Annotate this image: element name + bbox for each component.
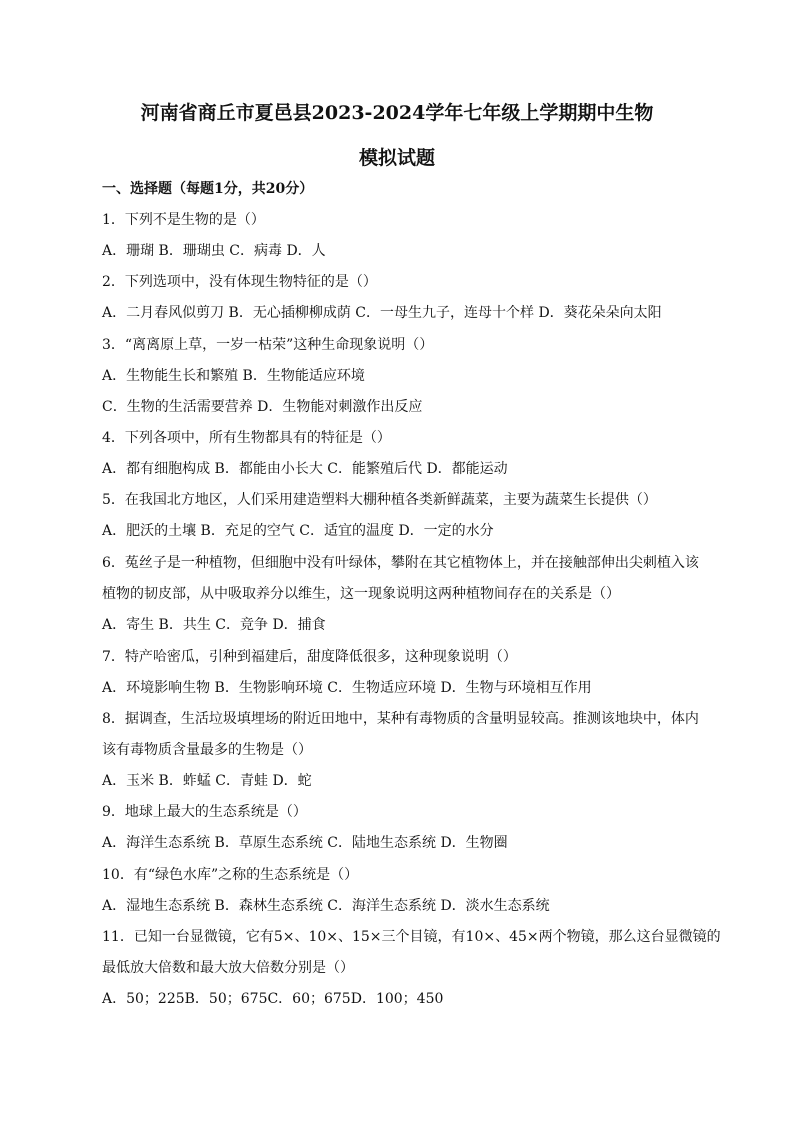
- question-3: 3．“离离原上草，一岁一枯荣”这种生命现象说明（）: [102, 337, 434, 353]
- question-8-continued: 该有毒物质含量最多的生物是（）: [102, 742, 312, 758]
- question-6-continued: 植物的韧皮部，从中吸取养分以维生，这一现象说明这两种植物间存在的关系是（）: [102, 586, 620, 602]
- question-11-continued: 最低放大倍数和最大放大倍数分别是（）: [102, 960, 354, 976]
- question-1-options: A．珊瑚 B．珊瑚虫 C．病毒 D．人: [102, 243, 326, 259]
- question-5: 5．在我国北方地区，人们采用建造塑料大棚种植各类新鲜蔬菜，主要为蔬菜生长提供（）: [102, 492, 657, 508]
- question-5-options: A．肥沃的土壤 B．充足的空气 C．适宜的温度 D．一定的水分: [102, 523, 494, 539]
- question-2-options: A．二月春风似剪刀 B．无心插柳柳成荫 C．一母生九子，连母十个样 D．葵花朵朵向太阳: [102, 305, 662, 321]
- document-title-line-1: 河南省商丘市夏邑县2023-2024学年七年级上学期期中生物: [140, 102, 654, 124]
- question-9-options: A．海洋生态系统 B．草原生态系统 C．陆地生态系统 D．生物圈: [102, 835, 508, 851]
- question-8-options: A．玉米 B．蚱蜢 C．青蛙 D．蛇: [102, 773, 312, 789]
- question-10: 10．有“绿色水库”之称的生态系统是（）: [102, 867, 359, 883]
- question-11: 11．已知一台显微镜，它有5×、10×、15×三个目镜，有10×、45×两个物镜，那么这台显微镜的: [102, 929, 721, 945]
- question-7: 7．特产哈密瓜，引种到福建后，甜度降低很多，这种现象说明（）: [102, 649, 517, 665]
- question-2: 2．下列选项中，没有体现生物特征的是（）: [102, 274, 377, 290]
- question-9: 9．地球上最大的生态系统是（）: [102, 804, 307, 820]
- question-7-options: A．环境影响生物 B．生物影响环境 C．生物适应环境 D．生物与环境相互作用: [102, 680, 592, 696]
- question-6-options: A．寄生 B．共生 C．竞争 D．捕食: [102, 617, 326, 633]
- question-4-options: A．都有细胞构成 B．都能由小长大 C．能繁殖后代 D．都能运动: [102, 461, 508, 477]
- question-1: 1．下列不是生物的是（）: [102, 212, 265, 228]
- question-4: 4．下列各项中，所有生物都具有的特征是（）: [102, 430, 391, 446]
- question-3-options-a: A．生物能生长和繁殖 B．生物能适应环境: [102, 368, 365, 384]
- question-8: 8．据调查，生活垃圾填埋场的附近田地中，某种有毒物质的含量明显较高。推测该地块中，体内: [102, 711, 699, 727]
- question-11-options: A．50；225B．50；675C．60；675D．100；450: [102, 991, 444, 1007]
- question-10-options: A．湿地生态系统 B．森林生态系统 C．海洋生态系统 D．淡水生态系统: [102, 898, 550, 914]
- section-heading-choice: 一、选择题（每题1分，共20分）: [102, 181, 314, 197]
- question-6: 6．菟丝子是一种植物，但细胞中没有叶绿体，攀附在其它植物体上，并在接触部伸出尖刺植入该: [102, 555, 699, 571]
- document-title-line-2: 模拟试题: [358, 147, 435, 169]
- question-3-options-c: C．生物的生活需要营养 D．生物能对刺激作出反应: [102, 399, 423, 415]
